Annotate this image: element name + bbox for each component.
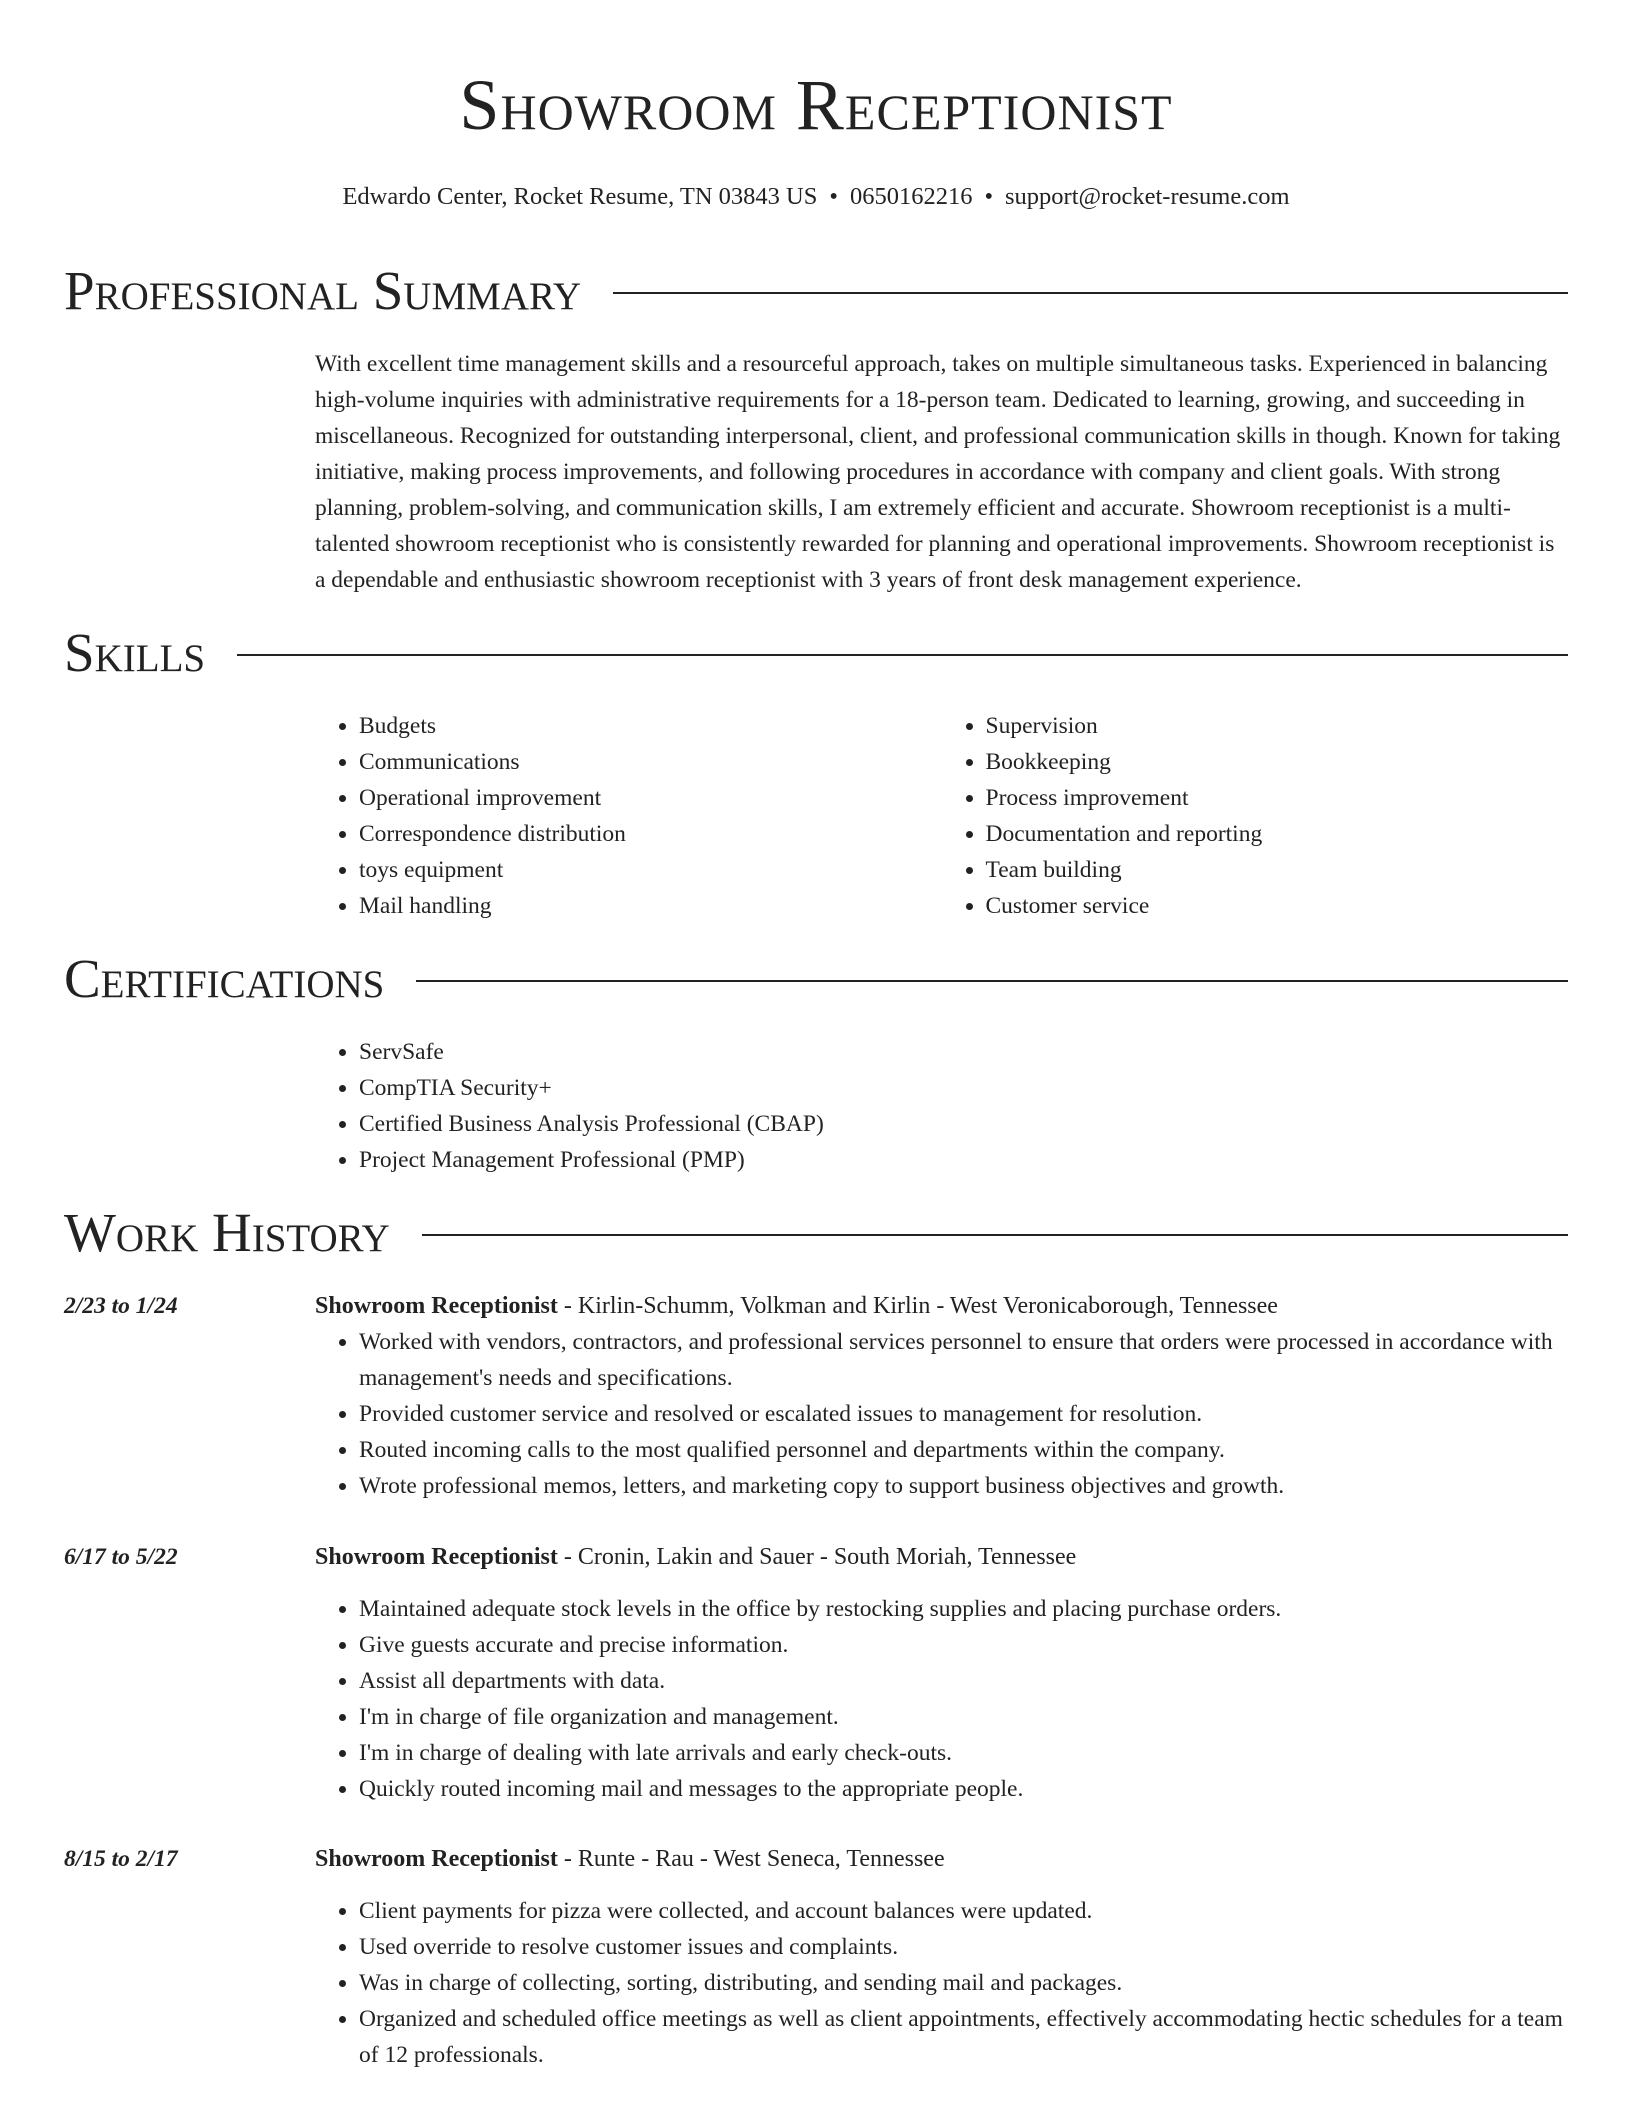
summary-title: Professional Summary <box>64 260 582 321</box>
job-details: - Runte - Rau - West Seneca, Tennessee <box>557 1846 945 1872</box>
job-entry <box>64 1841 1568 2073</box>
section-divider <box>422 1234 1568 1236</box>
skills-list-right <box>942 708 1569 924</box>
job-dates: 6/17 to 5/22 <box>64 1544 178 1570</box>
skill-item: • Process improvement <box>986 780 1569 816</box>
job-header <box>315 1288 1568 1324</box>
job-main <box>315 1539 1568 1807</box>
skill-item: • toys equipment <box>359 852 942 888</box>
job-duty: • Maintained adequate stock levels in the office by restocking supplies and placing purchase orders. <box>359 1591 1568 1627</box>
job-main <box>315 1288 1568 1504</box>
job-title: Showroom Receptionist <box>315 1846 558 1872</box>
contact-email: support@rocket-resume.com <box>1005 183 1290 210</box>
skills-section <box>64 618 1568 924</box>
certifications-body <box>315 1034 1568 1178</box>
certifications-list <box>315 1034 1568 1178</box>
skill-item: • Communications <box>359 744 942 780</box>
summary-text: With excellent time management skills and a resourceful approach, takes on multiple simultaneous tasks. Experienced in balancing high-volume inquiries with administrative requirements for a 18-person team. Dedicated to learning, growing, and succeeding in miscellaneous. Recognized for outstanding interpersonal, client, and professional communication skills in though. Known for taking initiative, making process improvements, and following procedures in accordance with company and client goals. With strong planning, problem-solving, and communication skills, I am extremely efficient and accurate. Showroom receptionist is a multi-talented showroom receptionist who is consistently rewarded for planning and operational improvements. Showroom receptionist is a dependable and enthusiastic showroom receptionist with 3 years of front desk management experience. <box>315 351 1561 593</box>
job-duty: • Was in charge of collecting, sorting, distributing, and sending mail and packages. <box>359 1965 1568 2001</box>
skill-item: • Mail handling <box>359 888 942 924</box>
certification-item: • ServSafe <box>359 1034 1568 1070</box>
skill-item: • Bookkeeping <box>986 744 1569 780</box>
job-title: Showroom Receptionist <box>315 1544 558 1570</box>
certifications-heading <box>64 944 1568 1014</box>
certification-item: • Project Management Professional (PMP) <box>359 1142 1568 1178</box>
job-duty: • Provided customer service and resolved or escalated issues to management for resolution. <box>359 1396 1568 1432</box>
skill-item: • Documentation and reporting <box>986 816 1569 852</box>
job-duty: • I'm in charge of dealing with late arrivals and early check-outs. <box>359 1735 1568 1771</box>
skills-list-left <box>315 708 942 924</box>
job-duty: • Routed incoming calls to the most qualified personnel and departments within the company. <box>359 1432 1568 1468</box>
job-header <box>315 1539 1568 1575</box>
contact-separator: • <box>829 183 838 210</box>
job-duty: • Worked with vendors, contractors, and professional services personnel to ensure that orders were processed in accordance with management's needs and specifications. <box>359 1324 1568 1396</box>
contact-line <box>64 180 1568 214</box>
candidate-name: Showroom Receptionist <box>459 65 1173 145</box>
summary-section <box>64 256 1568 598</box>
skills-heading <box>64 618 1568 688</box>
job-dates: 2/23 to 1/24 <box>64 1293 178 1319</box>
skill-item: • Customer service <box>986 888 1569 924</box>
job-duties <box>315 1893 1568 2073</box>
skill-item: • Team building <box>986 852 1569 888</box>
section-divider <box>613 292 1568 294</box>
job-details: - Cronin, Lakin and Sauer - South Moriah, Tennessee <box>557 1544 1077 1570</box>
certification-item: • Certified Business Analysis Professional (CBAP) <box>359 1106 1568 1142</box>
contact-separator: • <box>984 183 994 210</box>
job-duty: • Used override to resolve customer issues and complaints. <box>359 1929 1568 1965</box>
job-details: - Kirlin-Schumm, Volkman and Kirlin - West Veronicaborough, Tennessee <box>557 1293 1278 1319</box>
contact-address: Edwardo Center, Rocket Resume, TN 03843 US <box>342 183 818 210</box>
work-history-heading <box>64 1198 1568 1268</box>
job-duties <box>315 1324 1568 1504</box>
skill-item: • Budgets <box>359 708 942 744</box>
job-duty: • Give guests accurate and precise information. <box>359 1627 1568 1663</box>
job-duty: • Client payments for pizza were collected, and account balances were updated. <box>359 1893 1568 1929</box>
job-duty: • Assist all departments with data. <box>359 1663 1568 1699</box>
certification-item: • CompTIA Security+ <box>359 1070 1568 1106</box>
job-duty: • Quickly routed incoming mail and messages to the appropriate people. <box>359 1771 1568 1807</box>
work-history-title: Work History <box>64 1202 390 1263</box>
job-duty: • Wrote professional memos, letters, and marketing copy to support business objectives and growth. <box>359 1468 1568 1504</box>
job-header <box>315 1841 1568 1877</box>
summary-heading <box>64 256 1568 326</box>
job-duty: • I'm in charge of file organization and management. <box>359 1699 1568 1735</box>
job-duty: • Organized and scheduled office meetings as well as client appointments, effectively accommodating hectic schedules for a team of 12 professionals. <box>359 2001 1568 2073</box>
skill-item: • Supervision <box>986 708 1569 744</box>
job-main <box>315 1841 1568 2073</box>
summary-body <box>315 346 1568 598</box>
job-dates: 8/15 to 2/17 <box>64 1846 178 1872</box>
section-divider <box>237 654 1568 656</box>
certifications-section <box>64 944 1568 1178</box>
work-history-section <box>64 1198 1568 2073</box>
job-duties <box>315 1591 1568 1807</box>
certifications-title: Certifications <box>64 948 385 1009</box>
job-entry <box>64 1288 1568 1504</box>
skill-item: • Operational improvement <box>359 780 942 816</box>
job-entry <box>64 1539 1568 1807</box>
section-divider <box>416 980 1568 982</box>
skill-item: • Correspondence distribution <box>359 816 942 852</box>
job-title: Showroom Receptionist <box>315 1293 558 1319</box>
contact-phone: 0650162216 <box>849 183 973 210</box>
skills-title: Skills <box>64 622 206 683</box>
skills-grid <box>315 708 1568 924</box>
